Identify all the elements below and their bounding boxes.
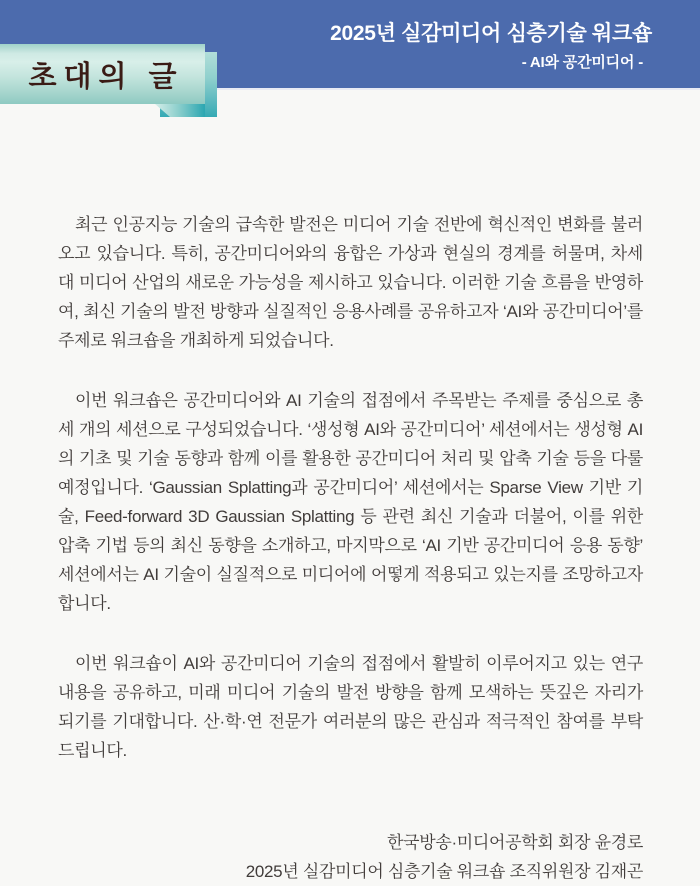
signature-block [58, 828, 643, 886]
signature-line-chair: 2025년 실감미디어 심층기술 워크숍 조직위원장 김재곤 [245, 862, 643, 881]
invitation-ribbon [0, 44, 220, 119]
body-paragraph: 이번 워크숍이 AI와 공간미디어 기술의 접점에서 활발히 이루어지고 있는 연구 내용을 공유하고, 미래 미디어 기술의 발전 방향을 함께 모색하는 뜻깊은 자리가 되기를 기대합니다. 산·학·연 전문가 여러분의 많은 관심과 적극적인 참여를 부탁드립니다. [58, 654, 643, 760]
body-paragraph: 이번 워크숍은 공간미디어와 AI 기술의 접점에서 주목받는 주제를 중심으로 총 세 개의 세션으로 구성되었습니다. ‘생성형 AI와 공간미디어’ 세션에서는 생성형 AI의 기초 및 기술 동향과 함께 이를 활용한 공간미디어 처리 및 압축 기술 등을 다룰 예정입니다. ‘Gaussian Splatting과 공간미디어’ 세션에서는 Sparse View 기반 기술, Feed-forward 3D Gaussian Splatting 등 관련 최신 기술과 더불어, 이를 위한 압축 기법 등의 최신 동향을 소개하고, 마지막으로 ‘AI 기반 공간미디어 응용 동향’ 세션에서는 AI 기술이 실질적으로 미디어에 어떻게 적용되고 있는지를 조망하고자 합니다. [58, 391, 643, 613]
invitation-letter [0, 90, 700, 886]
page-title: 초대의 글 [28, 60, 184, 93]
workshop-title: 2025년 실감미디어 심층기술 워크숍 [330, 22, 652, 45]
body-paragraph: 최근 인공지능 기술의 급속한 발전은 미디어 기술 전반에 혁신적인 변화를 불러오고 있습니다. 특히, 공간미디어와의 융합은 가상과 현실의 경계를 허물며, 차세대 미디어 산업의 새로운 가능성을 제시하고 있습니다. 이러한 기술 흐름을 반영하여, 최신 기술의 발전 방향과 실질적인 응용사례를 공유하고자 ‘AI와 공간미디어’를 주제로 워크숍을 개최하게 되었습니다. [58, 215, 643, 350]
ribbon-banner [0, 44, 205, 104]
signature-line-president: 한국방송·미디어공학회 회장 윤경로 [386, 833, 643, 852]
workshop-subtitle: - AI와 공간미디어 - [521, 54, 643, 71]
